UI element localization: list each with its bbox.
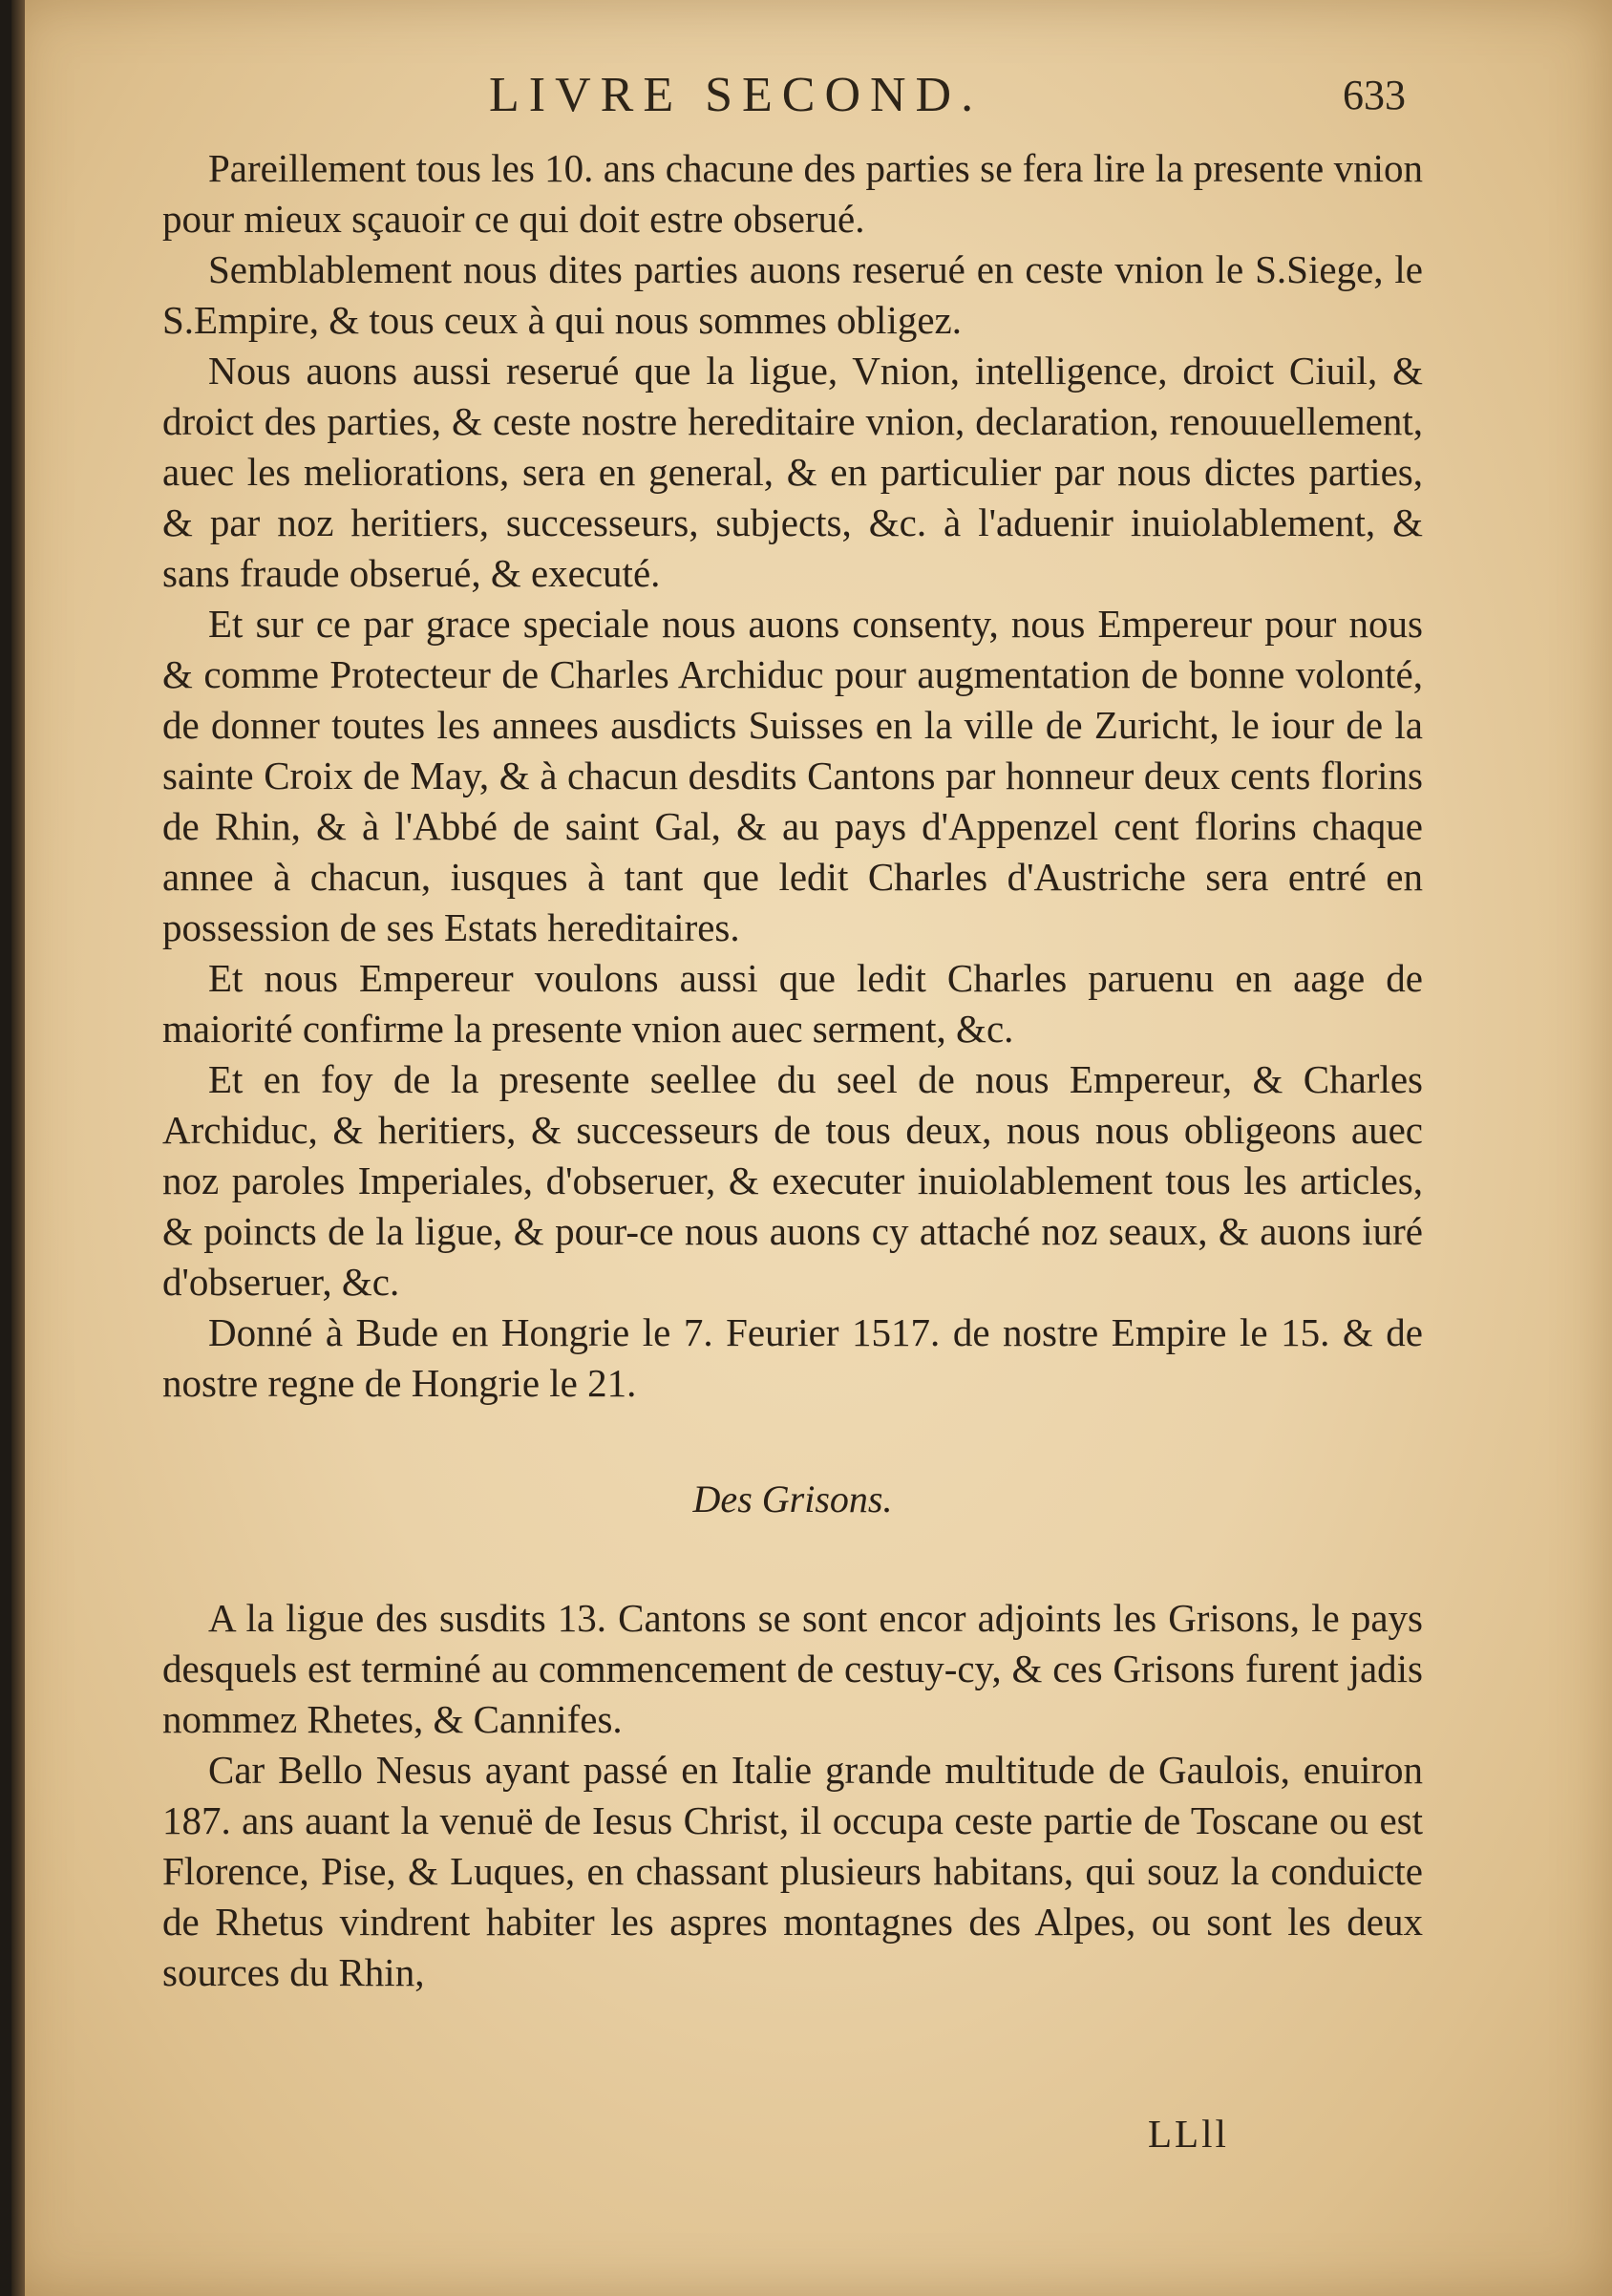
paragraph: Et en foy de la presente seellee du seel de nous Empereur, & Charles Archiduc, & heritiers, & successeurs de tous deux, nous nous obligeons auec noz paroles Imperiales, d'obseruer, & executer inuiolablement tous les articles, & poincts de la ligue, & pour-ce nous auons cy attaché noz seaux, & auons iuré d'obseruer, &c. [162, 1057, 1423, 1304]
paragraph: Nous auons aussi reserué que la ligue, Vnion, intelligence, droict Ciuil, & droict des parties, & ceste nostre hereditaire vnion, declaration, renouuellement, auec les meliorations, sera en general, & en particulier par nous dictes parties, & par noz heritiers, successeurs, subjects, &c. à l'aduenir inuiolablement, & sans fraude obserué, & executé. [162, 349, 1423, 595]
paragraph: Et sur ce par grace speciale nous auons consenty, nous Empereur pour nous & comme Protecteur de Charles Archiduc pour augmentation de bonne volonté, de donner toutes les annees ausdicts Suisses en la ville de Zuricht, le iour de la sainte Croix de May, & à chacun desdits Cantons par honneur deux cents florins de Rhin, & à l'Abbé de saint Gal, & au pays d'Appenzel cent florins chaque annee à chacun, iusques à tant que ledit Charles d'Austriche sera entré en possession de ses Estats hereditaires. [162, 602, 1423, 949]
paragraph: Et nous Empereur voulons aussi que ledit Charles paruenu en aage de maiorité confirme la presente vnion auec serment, &c. [162, 956, 1423, 1051]
paragraph: A la ligue des susdits 13. Cantons se sont encor adjoints les Grisons, le pays desquels est terminé au commencement de cestuy-cy, & ces Grisons furent jadis nommez Rhetes, & Cannifes. [162, 1596, 1423, 1741]
running-title: LIVRE SECOND. [489, 68, 984, 122]
section-heading: Des Grisons. [692, 1478, 893, 1520]
page-binding-edge [11, 0, 25, 2296]
paragraph: Semblablement nous dites parties auons reserué en ceste vnion le S.Siege, le S.Empire, & tous ceux à qui nous sommes obligez. [162, 247, 1423, 342]
running-head [145, 67, 1425, 134]
paragraph: Pareillement tous les 10. ans chacune des parties se fera lire la presente vnion pour mieux sçauoir ce qui doit estre obserué. [162, 146, 1423, 241]
book-page [11, 0, 1612, 2296]
body-text [162, 143, 1423, 1998]
paragraph: Donné à Bude en Hongrie le 7. Feurier 1517. de nostre Empire le 15. & de nostre regne de Hongrie le 21. [162, 1310, 1423, 1405]
page-number: 633 [1343, 72, 1406, 118]
paragraph: Car Bello Nesus ayant passé en Italie grande multitude de Gaulois, enuiron 187. ans auant la venuë de Iesus Christ, il occupa ceste partie de Toscane ou est Florence, Pise, & Luques, en chassant plusieurs habitans, qui souz la conduicte de Rhetus vindrent habiter les aspres montagnes des Alpes, ou sont les deux sources du Rhin, [162, 1748, 1423, 1994]
signature-mark: LLll [1148, 2112, 1229, 2156]
